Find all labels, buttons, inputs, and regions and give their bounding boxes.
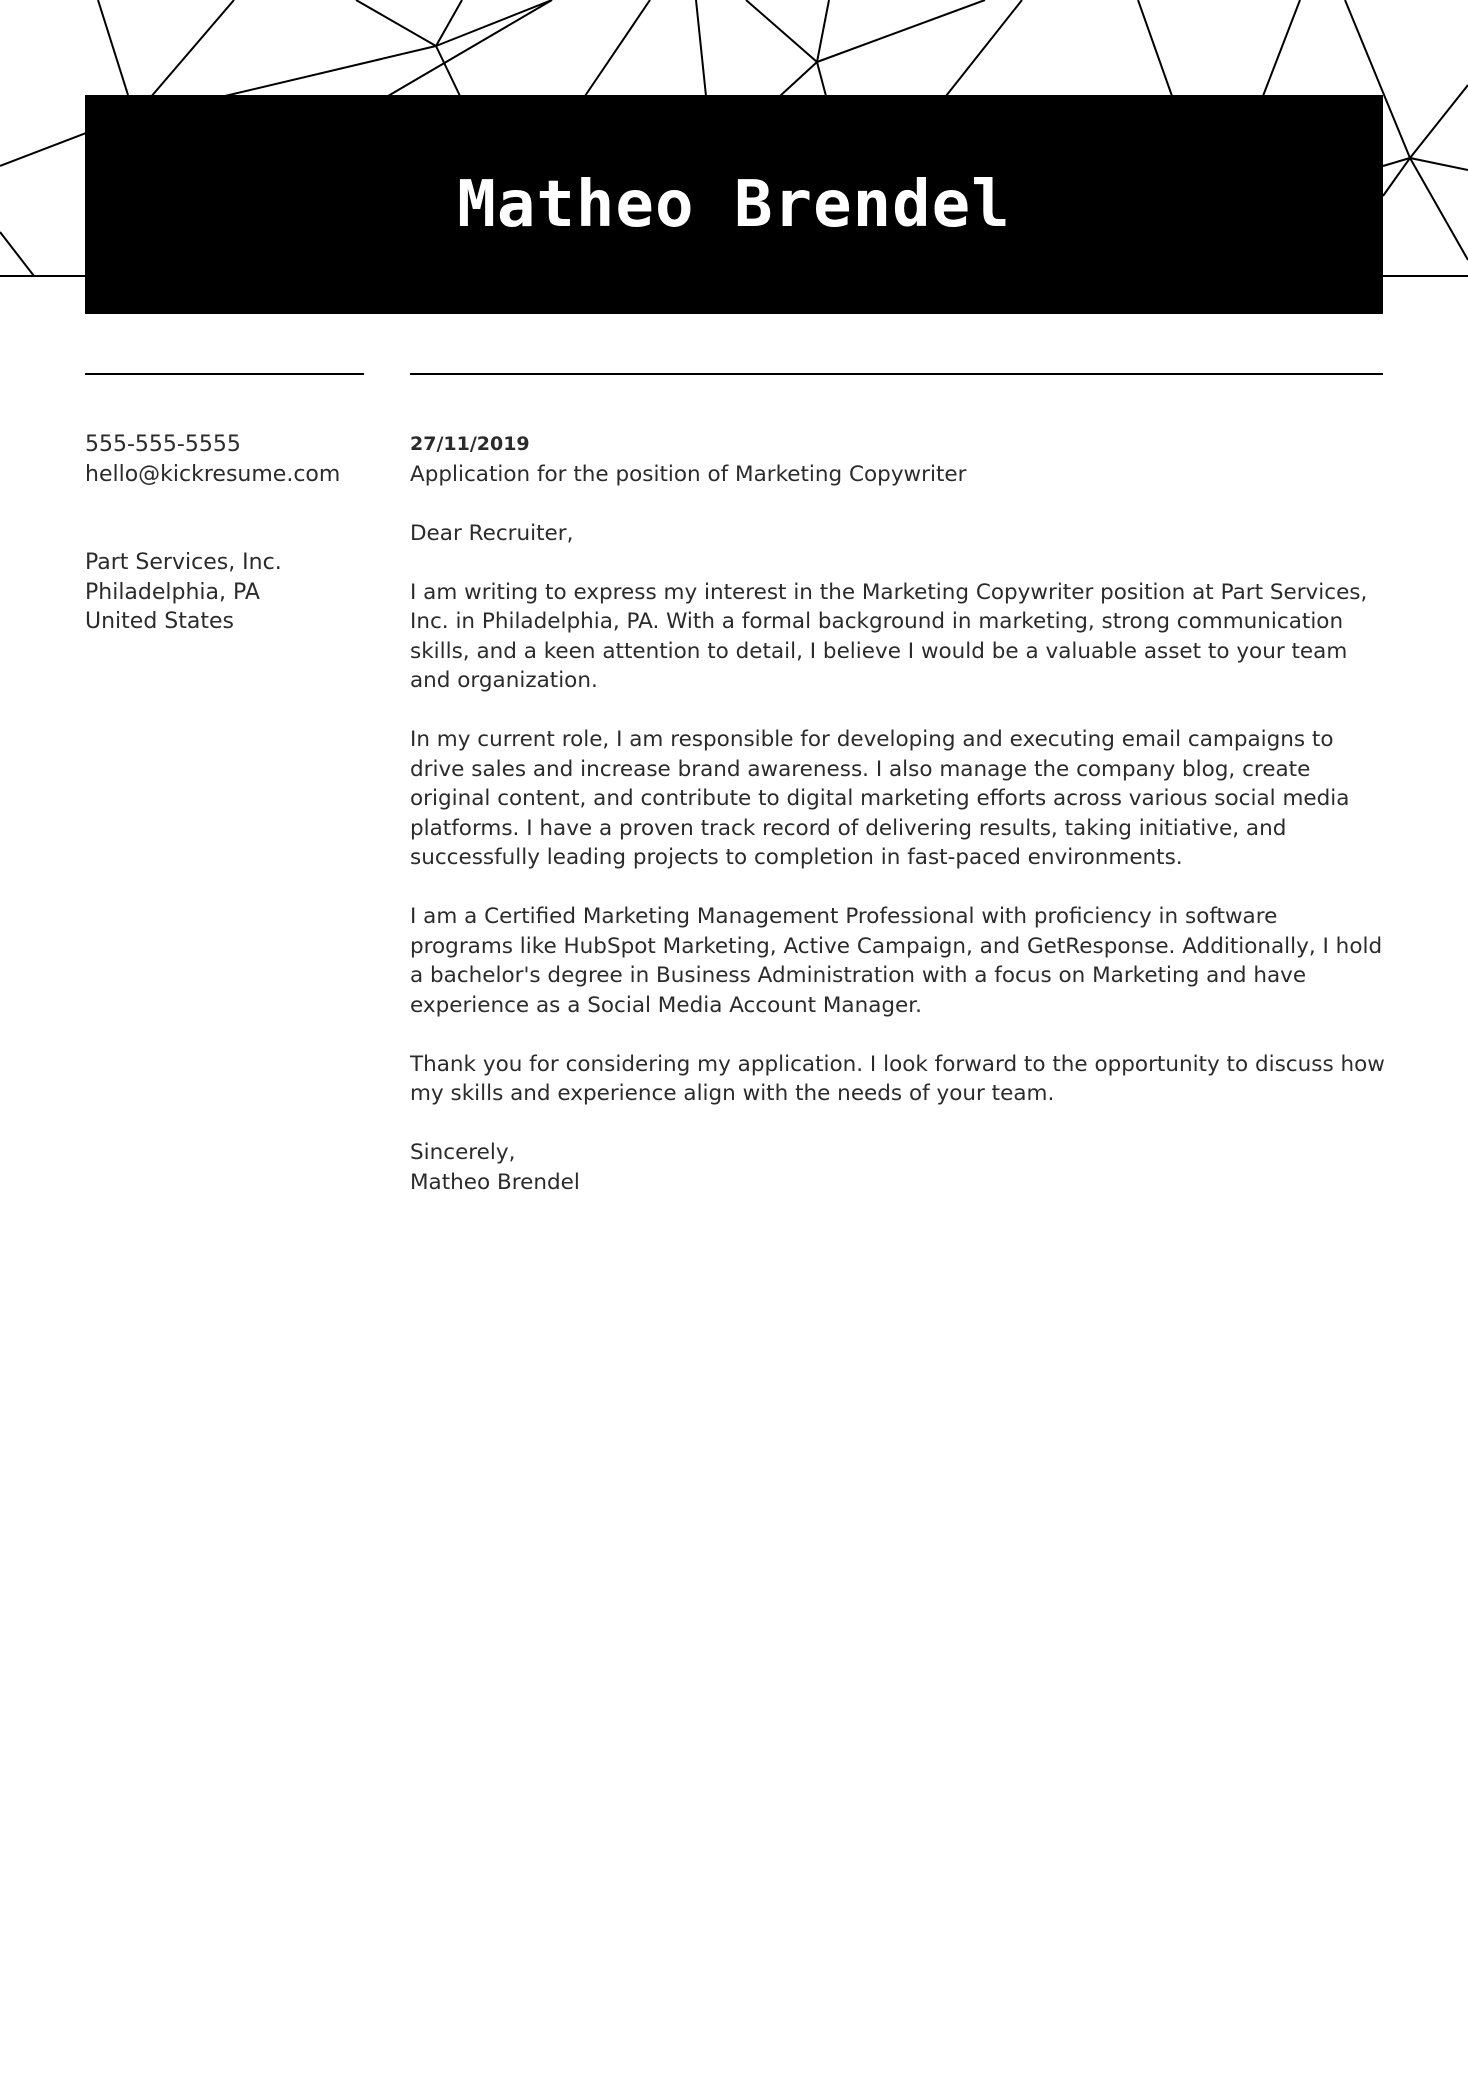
sidebar-divider xyxy=(85,373,364,375)
letter-paragraph: I am writing to express my interest in the Marketing Copywriter position at Part Services, Inc. in Philadelphia, PA. With a formal background in marketing, strong communication skills, and a keen attention to detail, I believe I would be a valuable asset to your team and organization. xyxy=(410,579,1368,693)
spacer xyxy=(85,489,385,548)
letter-date: 27/11/2019 xyxy=(410,433,530,455)
letter-closing: Sincerely, xyxy=(410,1140,516,1165)
letter-body xyxy=(410,430,1385,1197)
recipient-country: United States xyxy=(85,609,234,634)
recipient-city: Philadelphia, PA xyxy=(85,579,260,605)
letter-salutation: Dear Recruiter, xyxy=(410,520,574,546)
letter-paragraph: Thank you for considering my application. I look forward to the opportunity to discuss how my skills and experience align with the needs of your team. xyxy=(410,1051,1385,1106)
letter-signature: Matheo Brendel xyxy=(410,1169,580,1195)
email-address: hello@kickresume.com xyxy=(85,461,341,487)
recipient-company: Part Services, Inc. xyxy=(85,550,282,575)
letter-paragraph: I am a Certified Marketing Management Professional with proficiency in software programs like HubSpot Marketing, Active Campaign, and GetResponse. Additionally, I hold a bachelor's degree in Business Administration with a focus on Marketing and have experience as a Social Media Account Manager. xyxy=(410,904,1383,1018)
name-banner xyxy=(85,95,1383,314)
letter-subject: Application for the position of Marketing Copywriter xyxy=(410,461,967,487)
contact-sidebar xyxy=(85,430,385,637)
candidate-name: Matheo Brendel xyxy=(457,167,1011,242)
letter-divider xyxy=(410,373,1383,375)
phone-number: 555-555-5555 xyxy=(85,432,241,457)
letter-paragraph: In my current role, I am responsible for developing and executing email campaigns to drive sales and increase brand awareness. I also manage the company blog, create original content, and contribute to digital marketing efforts across various social media platforms. I have a proven track record of delivering results, taking initiative, and successfully leading projects to completion in fast-paced environments. xyxy=(410,727,1350,870)
